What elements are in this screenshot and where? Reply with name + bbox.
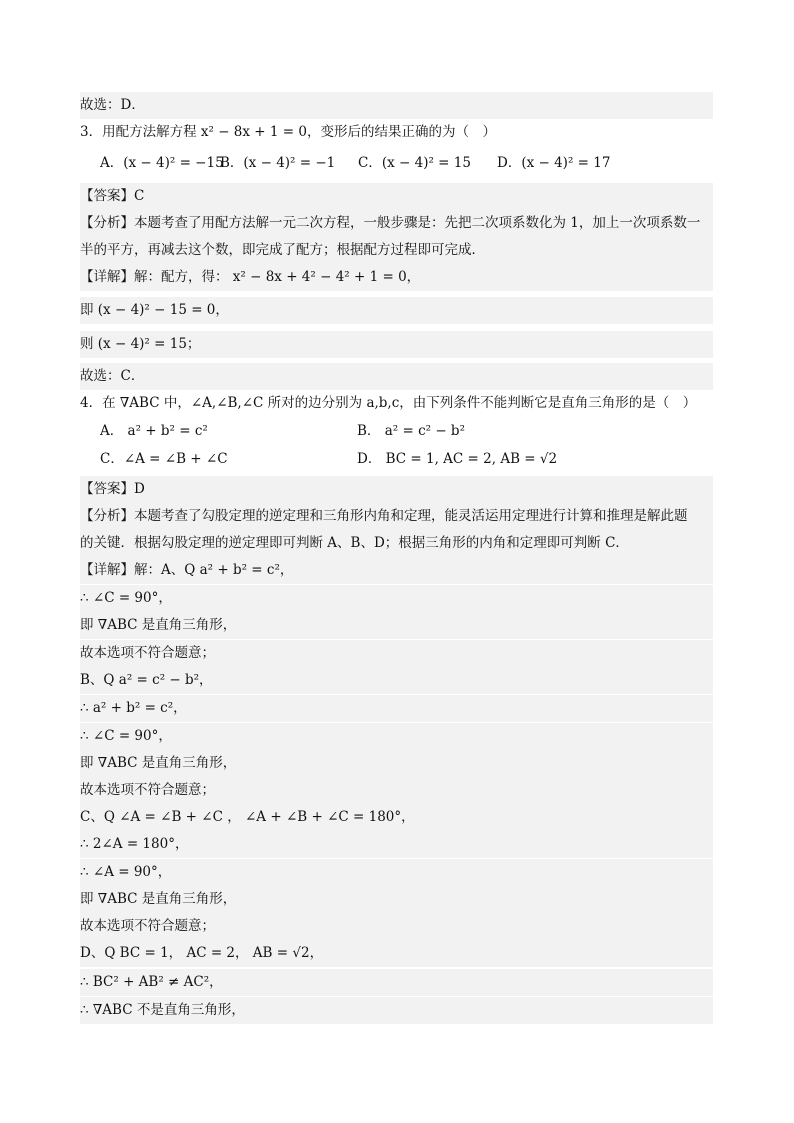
solution-line: 即 ∇ABC 是直角三角形， (80, 612, 713, 639)
solution-line: B、Q a² = c² − b²， (80, 667, 713, 694)
solution-line: 即 ∇ABC 是直角三角形， (80, 886, 713, 913)
answer-line: 【答案】C (80, 183, 713, 210)
analysis-line: 的关键．根据勾股定理的逆定理即可判断 A、B、D；根据三角形的内角和定理即可判断 C． (80, 530, 713, 557)
solution-line: C、Q ∠A = ∠B + ∠C ， ∠A + ∠B + ∠C = 180°， (80, 804, 713, 831)
q4-option-a: A． a² + b² = c² (100, 423, 208, 439)
q3-option-d: D．(x − 4)² = 17 (497, 155, 611, 171)
solution-line: ∴ BC² + AB² ≠ AC²， (80, 969, 713, 996)
q3-option-b: B．(x − 4)² = −1 (220, 155, 336, 171)
solution-line: 即 ∇ABC 是直角三角形， (80, 750, 713, 777)
q4-option-b: B． a² = c² − b² (357, 423, 465, 439)
solution-line: D、Q BC = 1， AC = 2， AB = √2， (80, 940, 713, 967)
solution-line: ∴ ∠C = 90°， (80, 585, 713, 612)
solution-line: 故本选项不符合题意； (80, 913, 713, 940)
analysis-line: 半的平方，再减去这个数，即完成了配方；根据配方过程即可完成． (80, 237, 713, 264)
answer-line: 【答案】D (80, 476, 713, 503)
solution-line: ∴ ∠C = 90°， (80, 723, 713, 750)
solution-line: 即 (x − 4)² − 15 = 0， (80, 297, 713, 324)
solution-line: 【详解】解：配方，得： x² − 8x + 4² − 4² + 1 = 0， (80, 264, 713, 291)
question-3-stem: 3．用配方法解方程 x² − 8x + 1 = 0，变形后的结果正确的为（ ） (80, 124, 496, 140)
q3-option-a: A．(x − 4)² = −15 (100, 155, 224, 171)
q4-option-c: C．∠A = ∠B + ∠C (100, 451, 228, 467)
solution-line: 故本选项不符合题意； (80, 777, 713, 804)
question-4-stem: 4．在 ∇ABC 中，∠A,∠B,∠C 所对的边分别为 a,b,c，由下列条件不能判断它是直角三角形的是（ ） (80, 395, 697, 411)
text-line: 故选：D． (80, 92, 713, 119)
solution-line: 故选：C． (80, 363, 713, 390)
solution-line: 【详解】解：A、Q a² + b² = c²， (80, 557, 713, 584)
solution-line: ∴ a² + b² = c²， (80, 695, 713, 722)
q3-option-c: C．(x − 4)² = 15 (358, 155, 471, 171)
analysis-line: 【分析】本题考查了勾股定理的逆定理和三角形内角和定理，能灵活运用定理进行计算和推理是解此题 (80, 503, 713, 530)
solution-line: 故本选项不符合题意； (80, 640, 713, 667)
solution-line: 则 (x − 4)² = 15； (80, 331, 713, 358)
solution-line: ∴ ∠A = 90°， (80, 859, 713, 886)
q4-option-d: D． BC = 1, AC = 2, AB = √2 (357, 451, 558, 467)
analysis-line: 【分析】本题考查了用配方法解一元二次方程，一般步骤是：先把二次项系数化为 1，加上一次项系数一 (80, 210, 713, 237)
solution-line: ∴ ∇ABC 不是直角三角形， (80, 997, 713, 1024)
solution-line: ∴ 2∠A = 180°， (80, 831, 713, 858)
